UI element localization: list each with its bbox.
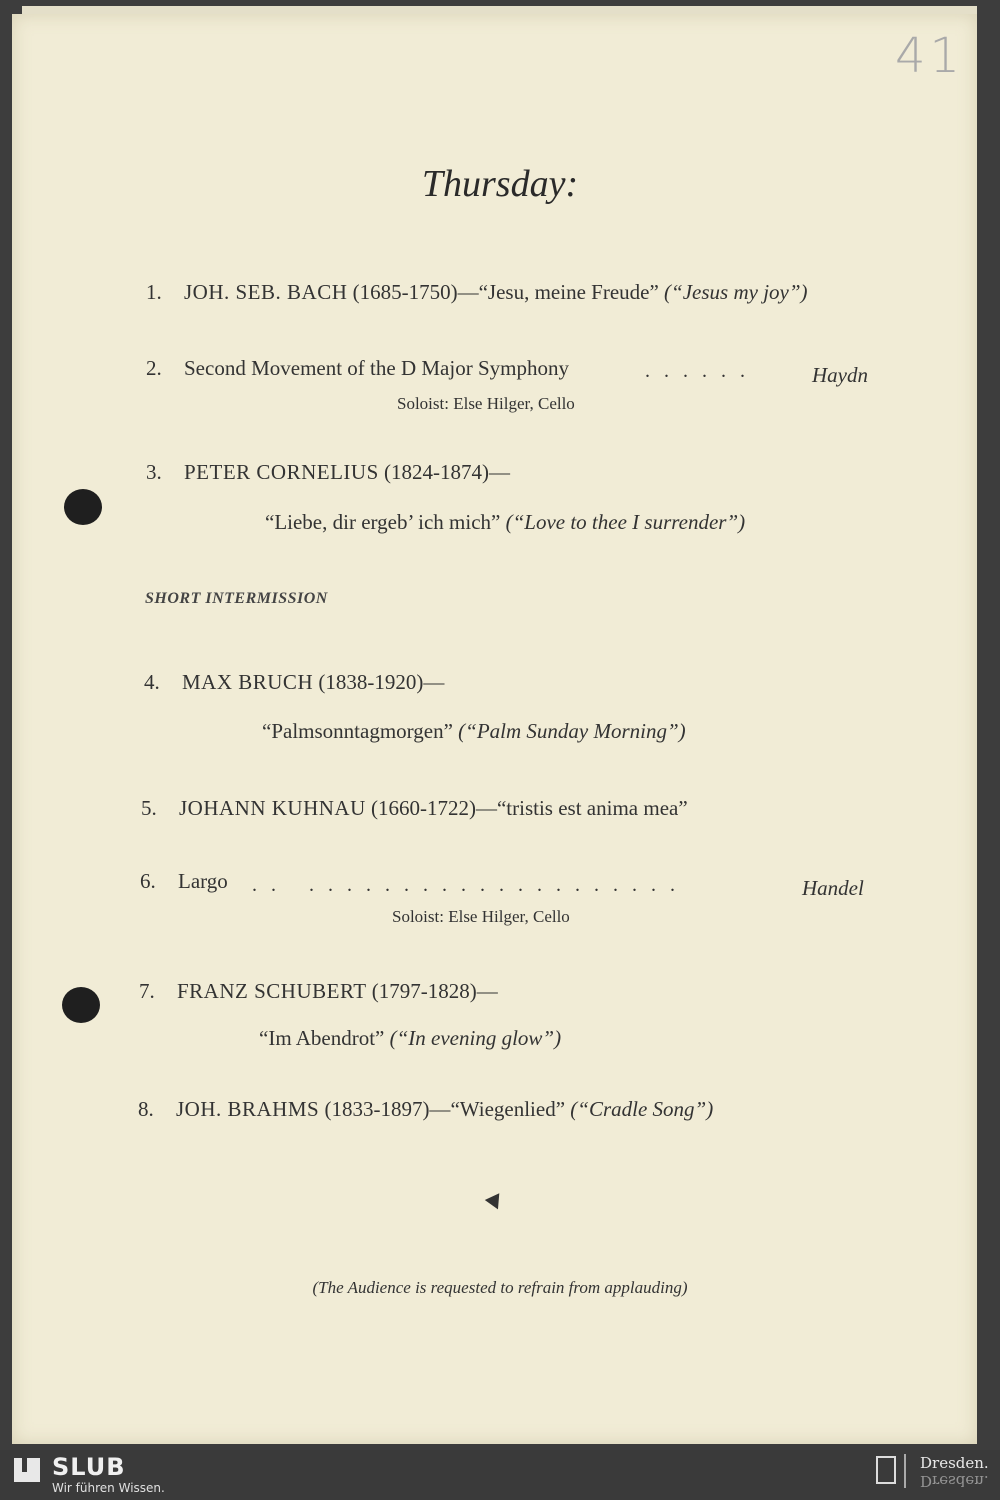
composer: Haydn	[812, 363, 868, 387]
program-item-1	[146, 280, 808, 305]
partner-name-reflection: Dresden.	[920, 1472, 989, 1490]
program-item-3	[146, 460, 510, 485]
program-item-4	[144, 670, 444, 695]
program-item-4-work	[262, 719, 686, 744]
composer: FRANZ SCHUBERT	[177, 979, 367, 1003]
program-item-6	[140, 869, 228, 894]
work: “Im Abendrot”	[259, 1026, 385, 1050]
program-item-7-work	[259, 1026, 561, 1051]
program-item-3-work	[265, 510, 745, 535]
work: “Jesu, meine Freude”	[478, 280, 659, 304]
composer: JOH. SEB. BACH	[184, 280, 348, 304]
composer: MAX BRUCH	[182, 670, 314, 694]
composer: JOHANN KUHNAU	[179, 796, 366, 820]
program-item-5	[141, 796, 688, 821]
dates: (1797-1828)—	[371, 979, 498, 1003]
folio-number: 41	[895, 28, 965, 84]
soloist: Soloist: Else Hilger, Cello	[392, 907, 570, 926]
punch-hole	[62, 987, 100, 1023]
work: Second Movement of the D Major Symphony	[184, 356, 569, 380]
item-number: 1.	[146, 280, 162, 304]
audience-note: (The Audience is requested to refrain from applauding)	[312, 1278, 688, 1297]
work: “Palmsonntagmorgen”	[262, 719, 453, 743]
viewer-footer-bar	[0, 1450, 1000, 1500]
slub-logo-icon[interactable]	[14, 1458, 40, 1482]
program-item-7	[139, 979, 498, 1004]
translation: (“Palm Sunday Morning”)	[458, 719, 686, 743]
program-item-8	[138, 1097, 713, 1122]
dates: (1660-1722)—	[371, 796, 497, 820]
city-crest-icon[interactable]	[876, 1456, 896, 1484]
divider	[904, 1454, 906, 1488]
item-number: 6.	[140, 869, 156, 893]
work: Largo	[178, 869, 228, 893]
translation: (“In evening glow”)	[389, 1026, 562, 1050]
brand-name[interactable]: SLUB	[52, 1453, 126, 1481]
translation: (“Jesus my joy”)	[664, 280, 808, 304]
item-number: 7.	[139, 979, 155, 1003]
leader-dots: ......	[645, 360, 759, 382]
item-number: 4.	[144, 670, 160, 694]
punch-hole	[64, 489, 102, 525]
program-item-2	[146, 356, 569, 381]
dates: (1838-1920)—	[318, 670, 445, 694]
work: “Wiegenlied”	[450, 1097, 566, 1121]
item-number: 3.	[146, 460, 162, 484]
partner-name[interactable]: Dresden.	[920, 1454, 989, 1472]
dates: (1824-1874)—	[384, 460, 510, 484]
intermission: SHORT INTERMISSION	[145, 590, 328, 607]
item-number: 2.	[146, 356, 162, 380]
leader-dots: .. ....................	[252, 874, 689, 896]
translation: (“Cradle Song”)	[570, 1097, 714, 1121]
composer: JOH. BRAHMS	[176, 1097, 320, 1121]
page-title: Thursday:	[421, 163, 579, 205]
composer: Handel	[802, 876, 864, 900]
translation: (“Love to thee I surrender”)	[505, 510, 746, 534]
dates: (1833-1897)—	[324, 1097, 451, 1121]
soloist: Soloist: Else Hilger, Cello	[397, 394, 575, 413]
brand-tagline: Wir führen Wissen.	[52, 1481, 165, 1495]
item-number: 8.	[138, 1097, 154, 1121]
composer: PETER CORNELIUS	[184, 460, 379, 484]
work: “tristis est anima mea”	[496, 796, 688, 820]
dates: (1685-1750)—	[352, 280, 479, 304]
work: “Liebe, dir ergeb’ ich mich”	[265, 510, 501, 534]
item-number: 5.	[141, 796, 157, 820]
